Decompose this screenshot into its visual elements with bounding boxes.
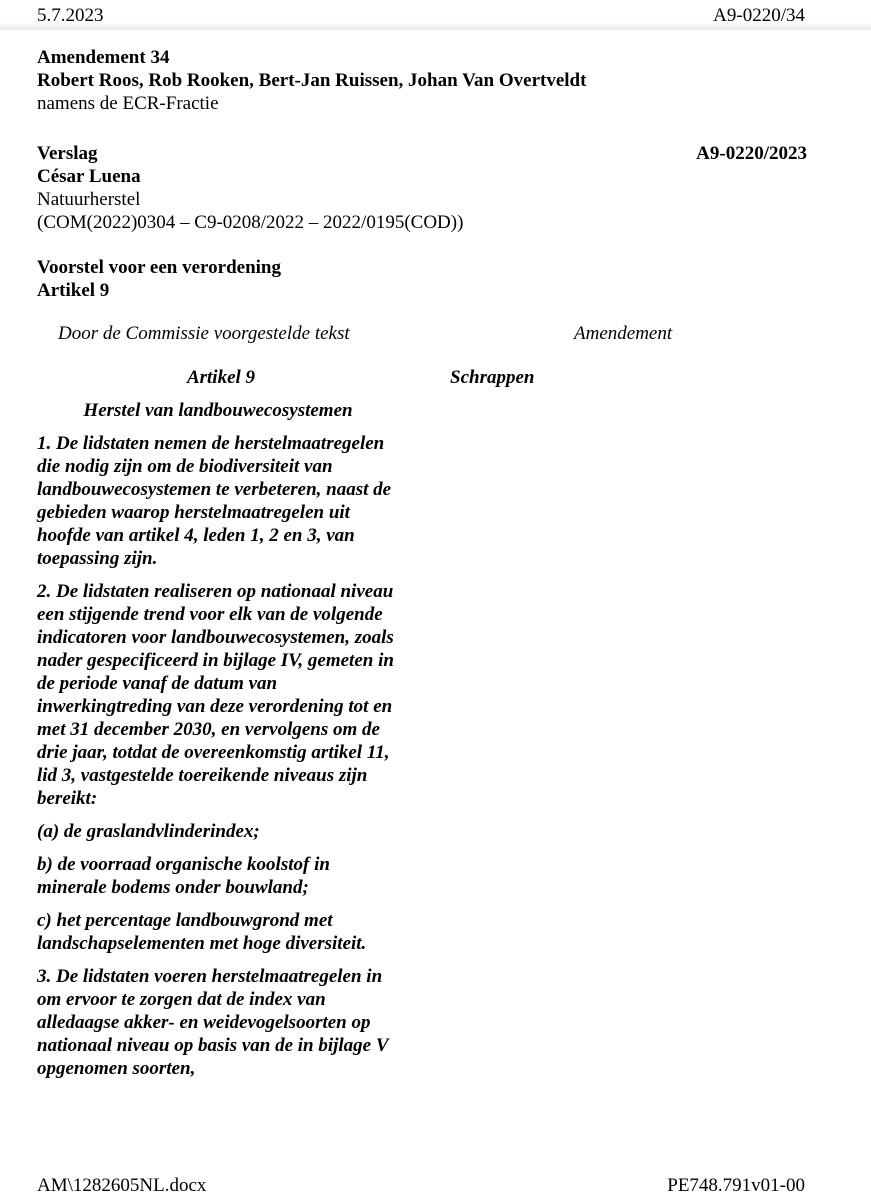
column-header-commission-text: Door de Commissie voorgestelde tekst: [58, 323, 350, 344]
amendment-header: [37, 46, 817, 115]
footer-pe-reference: PE748.791v01-00: [667, 1175, 805, 1196]
column-header-amendment: Amendement: [574, 323, 673, 344]
paragraph-1: 1. De lidstaten nemen de herstelmaatregelen die nodig zijn om de biodiversiteit van landbouwecosystemen te verbeteren, naast de gebieden waarop herstelmaatregelen uit hoofde van artikel 4, leden 1, 2 en 3, van toepassing zijn.: [37, 433, 392, 569]
article-heading: Herstel van landbouwecosystemen: [83, 400, 353, 421]
proposal-info: [37, 256, 281, 302]
article-title: Artikel 9: [186, 367, 256, 388]
paragraph-2: 2. De lidstaten realiseren op nationaal niveau een stijgende trend voor elk van de volgende indicatoren voor landbouwecosystemen, zoals nader gespecificeerd in bijlage IV, gemeten in de periode vanaf de datum van inwerkingtreding van deze verordening tot en met 31 december 2030, en vervolgens om de drie jaar, totdat de overeenkomstig artikel 11, lid 3, vastgestelde toereikende niveaus zijn bereikt:: [37, 581, 394, 809]
amendment-text: Schrappen: [450, 367, 535, 388]
report-rapporteur: César Luena: [37, 166, 141, 187]
paragraph-3: 3. De lidstaten voeren herstelmaatregelen in om ervoor te zorgen dat de index van alledaagse akker- en weidevogelsoorten op nationaal niveau op basis van de in bijlage V opgenomen soorten,: [37, 966, 389, 1079]
document-date: 5.7.2023: [37, 5, 104, 26]
amendment-group: namens de ECR-Fractie: [37, 93, 219, 114]
paragraph-2-item-a: (a) de graslandvlinderindex;: [37, 821, 260, 842]
proposal-article: Artikel 9: [37, 280, 110, 301]
report-number: A9-0220/2023: [696, 143, 807, 164]
document-reference: A9-0220/34: [713, 5, 805, 26]
report-info: [37, 142, 807, 234]
paragraph-2-item-b: b) de voorraad organische koolstof in minerale bodems onder bouwland;: [37, 854, 330, 898]
amendment-title: Amendement 34: [37, 47, 170, 68]
report-label: Verslag: [37, 143, 98, 164]
report-subject: Natuurherstel: [37, 189, 141, 210]
proposal-type: Voorstel voor een verordening: [37, 257, 281, 278]
paragraph-2-item-c: c) het percentage landbouwgrond met landschapselementen met hoge diversiteit.: [37, 910, 367, 954]
report-procedure: (COM(2022)0304 – C9-0208/2022 – 2022/0195(COD)): [37, 212, 464, 233]
commission-text-column: [37, 366, 399, 1090]
footer-file-name: AM\1282605NL.docx: [37, 1175, 207, 1196]
amendment-authors: Robert Roos, Rob Rooken, Bert-Jan Ruissen, Johan Van Overtveldt: [37, 70, 587, 91]
